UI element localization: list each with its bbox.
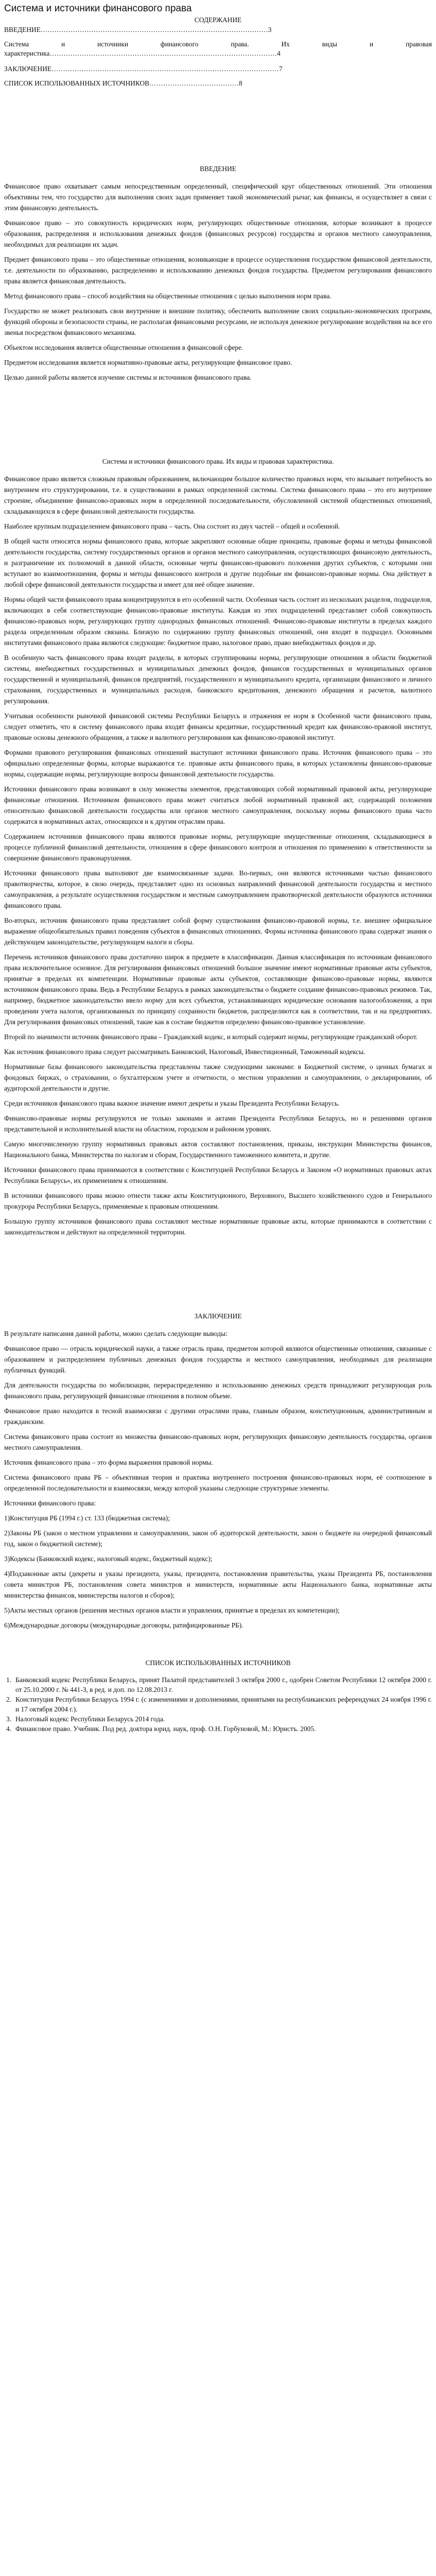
- paragraph: Второй по значимости источник финансового права – Гражданский кодекс, и который содержит нормы, регулирующие гражданский оборот.: [4, 1033, 418, 1041]
- paragraph: Самую многочисленную группу нормативных правовых актов составляют постановления, приказы, инструкции Министерства финансов, Национального банка, Министерства по налогам и сборам, Государственного таможенного комитета, и другие.: [4, 1140, 432, 1159]
- paragraph: Большую группу источников финансового права составляют местные нормативные правовые акты, которые принимаются в соответствии с законодательством и действуют на определенной территории.: [4, 1217, 432, 1236]
- table-of-contents: [4, 16, 432, 88]
- paragraph: Финансовое право является сложным правовым образованием, включающим большое количество правовых норм, что вызывает потребность во внутреннем его структурировании, т.е. в существовании в рамках определенной системы. Система финансового права – это его внутреннее строение, объединение финансово-правовых норм в определенной последовательности, обусловленной системой общественных отношений, складывающихся в сфере финансовой деятельности государства.: [4, 475, 432, 515]
- paragraph: Перечень источников финансового права достаточно широк в предмете в классификации. Данная классификация по источникам финансового права исключительное основное. Для регулирования финансовых отношений большое значение имеют нормативные правовые акты субъектов, принятые в пределах их компетенции. Нормативные правовые акты субъектов, составляющие финансово-правовые нормы, являются источником финансового права. Ведь в Республике Беларусь в рамках законодательства о бюджете создание финансово-правовых режимов. Так, например, бюджетное законодательство ввело норму для всех субъектов, устанавливающих юридические основания налогообложения, а при проведении учета налогов, организованных по принципу сохранности бюджетов, распределяются как в соответствии, так и на предприятиях. Для регулирования финансовых отношений, такие как в составе бюджетов определено финансово-правовое установление.: [4, 953, 432, 1026]
- paragraph: В особенную часть финансового права входят разделы, в которых сгруппированы нормы, регулирующие отношения в области бюджетной системы, внебюджетных государственных и муниципальных денежных фондов, финансов государственных и муниципальных органов государственной и муниципальной, финансов предприятий, государственного и муниципального кредита, организации финансового и личного страхования, государственных и муниципальных расходов, банковского кредитования, денежного обращения и расчетов, валютного регулирования.: [4, 654, 432, 705]
- reference-item: 1. Банковский кодекс Республики Беларусь, принят Палатой представителей 3 октября 2000 г., одобрен Советом Республики 12 октября 2000 г. от 25.10.2000 г. № 441-З, в ред. и доп. по 12.08.2013 г.: [6, 1676, 432, 1693]
- paragraph: Среди источников финансового права важное значение имеют декреты и указы Президента Республики Беларусь.: [4, 1099, 340, 1107]
- references-heading: СПИСОК ИСПОЛЬЗОВАННЫХ ИСТОЧНИКОВ: [145, 1659, 291, 1667]
- references-list: [4, 1675, 432, 1734]
- reference-text: Финансовое право. Учебник. Под ред. доктора юрид. наук, проф. О.Н. Горбуновой, М.: Юристъ. 2005.: [15, 1725, 316, 1733]
- document-title: Система и источники финансового права: [4, 3, 192, 14]
- paragraph: Наиболее крупным подразделением финансового права – часть. Она состоит из двух частей – общей и особенной.: [4, 522, 340, 530]
- paragraph: Учитывая особенности рыночной финансовой системы Республики Беларусь и отражения ее норм в Особенной части финансового права, следует отметить, что в систему финансового права входят финансы кредитные, государственный кредит как финансово-правовой институт, правовые основы денежного обращения, а также и валютного регулирования как финансово-правовой институт.: [4, 712, 432, 741]
- paragraph: Предметом исследования является нормативно-правовые акты, регулирующие финансовое право.: [4, 359, 292, 366]
- paragraph: 3)Кодексы (Банковский кодекс, налоговый кодекс, бюджетный кодекс);: [4, 1555, 213, 1563]
- paragraph: Источник финансового права – это форма выражения правовой нормы.: [4, 1459, 213, 1466]
- paragraph: Источники финансового права выполняют две взаимосвязанные задачи. Во-первых, они являются источниками частью финансового правотворчества, которое, в свою очередь, представляет одно из основных направлений финансовой деятельности государства и местного самоуправления, а результате осуществления государством и местным самоуправлением правотворческой деятельности образуются источники финансового права.: [4, 869, 432, 909]
- paragraph: В результате написания данной работы, можно сделать следующие выводы:: [4, 1330, 228, 1337]
- paragraph: Нормы общей части финансового права концентрируются в его особенной части. Особенная часть состоит из нескольких разделов, подразделов, включающих в себя соответствующие финансово-правовые институты. Каждая из этих подразделений представляет собой совокупность финансово-правовых норм, регулирующих группу однородных финансовых отношений. Финансово-правовые институты в пределах каждого раздела определенным образом связаны. Близкую по содержанию группу финансовых отношений, они входят в подраздел. Основными институтами финансового права являются следующие: бюджетное право, налоговое право, право внебюджетных фондов и др.: [4, 596, 432, 647]
- main-section: [4, 456, 432, 1238]
- conclusion-heading: ЗАКЛЮЧЕНИЕ: [194, 1312, 242, 1320]
- paragraph: 6)Международные договоры (международные договоры, ратифицированные РБ).: [4, 1621, 243, 1629]
- toc-item: СПИСОК ИСПОЛЬЗОВАННЫХ ИСТОЧНИКОВ…………………………………8: [4, 79, 242, 87]
- paragraph: Как источник финансового права следует рассматривать Банковский, Налоговый, Инвестиционный, Таможенный кодексы.: [4, 1048, 365, 1056]
- paragraph: Финансовое право – это совокупность юридических норм, регулирующих общественные отношения, которые возникают в процессе образования, распределения и использования денежных фондов (финансовых ресурсов) государства и органов местного самоуправления, необходимых для реализации их задач.: [4, 219, 432, 248]
- paragraph: Для деятельности государства по мобилизации, перераспределению и использованию денежных средств принадлежит регулирующая роль финансового права, регулирующей финансовые отношения в полном объеме.: [4, 1381, 432, 1400]
- paragraph: В источники финансового права можно отнести также акты Конституционного, Верховного, Высшего хозяйственного судов и Генерального прокурора Республики Беларусь, применяемые к правовым отношениям.: [4, 1192, 432, 1210]
- paragraph: Источники финансового права принимаются в соответствии с Конституцией Республики Беларусь и Законом «О нормативных правовых актах Республики Беларусь», их применением к отношениям.: [4, 1166, 432, 1184]
- paragraph: Финансовое право — отрасль юридической науки, а также отрасль права, предметом которой являются общественные отношения, связанные с образованием и распределением публичных денежных фондов государства и местного самоуправления, необходимых для реализации публичных функций.: [4, 1345, 432, 1374]
- paragraph: Содержанием источников финансового права являются правовые нормы, регулирующие имущественные отношения, складывающиеся в процессе публичной финансовой деятельности, отношения в сфере финансового контроля и отношения по применению к ответственности за совершение финансового правонарушения.: [4, 833, 432, 862]
- toc-item: Система и источники финансового права. Их виды и правовая характеристика………………………………………………………………………………………4: [4, 40, 432, 57]
- toc-item: ЗАКЛЮЧЕНИЕ………………………………………………………………………………………7: [4, 65, 283, 73]
- reference-item: 3. Налоговый кодекс Республики Беларусь 2014 года.: [6, 1715, 165, 1723]
- paragraph: Источники финансового права:: [4, 1499, 96, 1507]
- main-section-heading: Система и источники финансового права. Их виды и правовая характеристика.: [102, 457, 334, 465]
- paragraph: Во-вторых, источник финансового права представляет собой форму существования финансово-правовой нормы, т.е. внешнее официальное выражение общеобязательных правил поведения субъектов в финансовых отношениях. Формы источника финансового права содержат знания о действующем законодательстве, регулирующем налоги и сборы.: [4, 917, 432, 946]
- toc-heading: СОДЕРЖАНИЕ: [194, 16, 242, 24]
- toc-item: ВВЕДЕНИЕ………………………………………………………………………………………3: [4, 26, 272, 33]
- paragraph: Финансовое право находится в тесной взаимосвязи с другими отраслями права, главным образом, конституционным, административным и гражданским.: [4, 1407, 432, 1426]
- paragraph: В общей части относятся нормы финансового права, которые закрепляют основные общие принципы, правовые формы и методы финансовой деятельности государства, систему государственных органов и органов местного самоуправления, осуществляющих финансовую деятельность, и разграничение их полномочий в данной области, основные черты финансово-правового положения других субъектов, с которыми они вступают во взаимоотношения, формы и методы финансового контроля и другие подобные им финансово-правовые нормы. Она действует в любой сфере финансовой деятельности государства и имеет для неё общее значение.: [4, 537, 432, 588]
- paragraph: Нормативные базы финансового законодательства представлены также следующими законами: в Бюджетной системе, о ценных бумагах и фондовых биржах, о страховании, о бухгалтерском учете и отчетности, о местном управлении и самоуправлении, о декларировании, об аудиторской деятельности и другие.: [4, 1063, 432, 1092]
- paragraph: Целью данной работы является изучение системы и источников финансового права.: [4, 374, 252, 381]
- reference-item: 4. Финансовое право. Учебник. Под ред. доктора юрид. наук, проф. О.Н. Горбуновой, М.: Юристъ. 2005.: [6, 1725, 316, 1733]
- introduction-heading: ВВЕДЕНИЕ: [200, 165, 236, 173]
- paragraph: Предмет финансового права – это общественные отношения, возникающие в процессе осуществления государством финансовой деятельности, т.е. деятельности по образованию, распределению и использованию денежных фондов государства. Предметом регулирования финансового права является финансовая деятельность.: [4, 256, 432, 285]
- conclusion-section: [4, 1311, 432, 1631]
- paragraph: 1)Конституция РБ (1994 г.) ст. 133 (бюджетная система);: [4, 1514, 170, 1522]
- paragraph: Государство не может реализовать свои внутренние и внешние политику, обеспечить выполнение своих социально-экономических программ, функций обороны и безопасности страны, не располагая финансовыми ресурсами, не используя денежное регулирование воздействия на все его звенья посредством финансового механизма.: [4, 307, 432, 336]
- paragraph: Метод финансового права – способ воздействия на общественные отношения с целью выполнения норм права.: [4, 292, 332, 300]
- paragraph: Объектом исследования является общественные отношения в финансовой сфере.: [4, 344, 243, 351]
- paragraph: 4)Подзаконные акты (декреты и указы президента, указы, президента, постановления правительства, указы Президента РБ, постановления совета министров РБ, постановления совета министров и министерств, нормативные акты Национального банка, нормативные акты министерства финансов, министерства налогов и сборов);: [4, 1570, 432, 1599]
- introduction-section: [4, 163, 432, 383]
- paragraph: 5)Акты местных органов (решения местных органов власти и управления, принятые в пределах их компетенции);: [4, 1606, 340, 1614]
- reference-text: Налоговый кодекс Республики Беларусь 2014 года.: [15, 1715, 165, 1723]
- reference-text: Конституция Республики Беларусь 1994 г. (с изменениями и дополнениями, принятыми на республиканских референдумах 24 ноября 1996 г. и 17 октября 2004 г.).: [15, 1696, 432, 1713]
- paragraph: Система финансового права РБ – объективная теория и практика внутреннего построения финансово-правовых норм, её соотношение в определенной последовательности и взаимосвязи, между которой указаны следующие структурные элементы.: [4, 1473, 432, 1492]
- references-section: [4, 1657, 432, 1734]
- paragraph: Формами правового регулирования финансовых отношений выступают источники финансового права. Источник финансового права – это официально определенные формы, которые выражаются т.е. правовые акты финансового права, в которых установлены финансово-правовые нормы, содержащие нормы, регулирующие вопросы финансовой деятельности государства.: [4, 749, 432, 778]
- paragraph: Финансовое право охватывает самым непосредственным определенный, специфический круг общественных отношений. Эти отношения объективны тем, что государство для выполнения своих задач применяет такой экономический рычаг, как финансы, и осуществляет в связи с этим финансовую деятельность.: [4, 182, 432, 212]
- reference-text: Банковский кодекс Республики Беларусь, принят Палатой представителей 3 октября 2000 г., одобрен Советом Республики 12 октября 2000 г. от 25.10.2000 г. № 441-З, в ред. и доп. по 12.08.2013 г.: [15, 1676, 432, 1693]
- reference-item: 2. Конституция Республики Беларусь 1994 г. (с изменениями и дополнениями, принятыми на республиканских референдумах 24 ноября 1996 г. и 17 октября 2004 г.).: [6, 1696, 432, 1713]
- paragraph: Источники финансового права возникают в силу множества элементов, представляющих собой нормативный правовой акты, регулирующие финансовые отношения. Источником финансового права может считаться любой нормативный правовой акт, содержащий положения относительно финансовой деятельности государства или органов местного самоуправления, поскольку нормы финансового права часто содержатся в нормативных актах, относящихся и к другим отраслям права.: [4, 785, 432, 825]
- paragraph: Система финансового права состоит из множества финансово-правовых норм, регулирующих финансовую деятельность государства, органов местного самоуправления.: [4, 1433, 432, 1451]
- paragraph: 2)Законы РБ (закон о местном управлении и самоуправлении, закон об аудиторской деятельности, закон о бюджете на очередной финансовый год, закон о бюджетной системе);: [4, 1529, 432, 1548]
- paragraph: Финансово-правовые нормы регулируются не только законами и актами Президента Республики Беларусь, но и решениями органов представительной и исполнительной власти на областном, городском и районном уровнях.: [4, 1114, 432, 1133]
